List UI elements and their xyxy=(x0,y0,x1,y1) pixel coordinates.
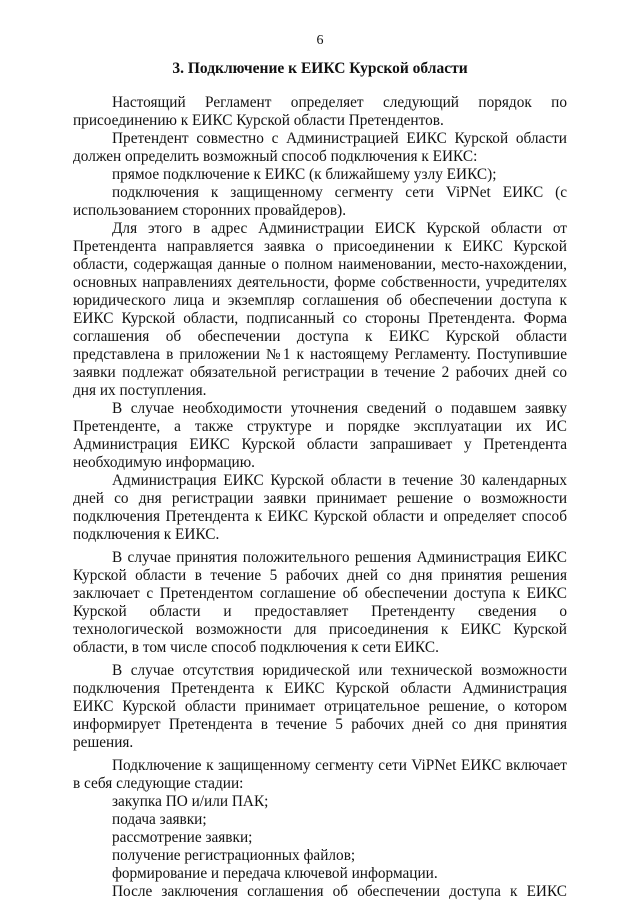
option-direct-connection: прямое подключение к ЕИКС (к ближайшему узлу ЕИКС); xyxy=(112,166,497,183)
stage-item: подача заявки; xyxy=(112,811,207,828)
paragraph-positive-decision: В случае принятия положительного решения Администрация ЕИКС Курской области в течение 5 рабочих дней со дня принятия решения заключает с Претендентом соглашение об обеспечении доступа к ЕИКС Курской области и предоставляет Претенденту сведения о технологической возможности для присоединения к ЕИКС Курской области, в том числе способ подключения к сети ЕИКС. xyxy=(73,549,567,656)
paragraph-intro: Настоящий Регламент определяет следующий порядок по присоединению к ЕИКС Курской области Претендентов. xyxy=(73,94,567,129)
page-number: 6 xyxy=(316,33,324,48)
paragraph-connection-method: Претендент совместно с Администрацией ЕИКС Курской области должен определить возможный способ подключения к ЕИКС: xyxy=(73,130,567,165)
stage-item: получение регистрационных файлов; xyxy=(112,847,356,864)
paragraph-clarification: В случае необходимости уточнения сведений о подавшем заявку Претенденте, а также структуре и порядке эксплуатации их ИС Администрация ЕИКС Курской области запрашивает у Претендента необходимую информацию. xyxy=(73,400,567,471)
paragraph-after-agreement: После заключения соглашения об обеспечении доступа к ЕИКС xyxy=(112,883,567,900)
stage-item: закупка ПО и/или ПАК; xyxy=(112,793,269,810)
stage-item: формирование и передача ключевой информации. xyxy=(112,865,438,882)
paragraph-vipnet-stages: Подключение к защищенному сегменту сети ViPNet ЕИКС включает в себя следующие стадии: xyxy=(73,757,567,792)
stage-item: рассмотрение заявки; xyxy=(112,829,253,846)
paragraph-decision: Администрация ЕИКС Курской области в течение 30 календарных дней со дня регистрации заявки принимает решение о возможности подключения Претендента к ЕИКС Курской области и определяет способ подключения к ЕИКС. xyxy=(73,472,567,543)
section-title: 3. Подключение к ЕИКС Курской области xyxy=(172,60,468,77)
option-vipnet-connection: подключения к защищенному сегменту сети ViPNet ЕИКС (с использованием сторонних провайдеров). xyxy=(73,184,567,219)
paragraph-negative-decision: В случае отсутствия юридической или технической возможности подключения Претендента к ЕИКС Курской области Администрация ЕИКС Курской области принимает отрицательное решение, о котором информирует Претендента в течение 5 рабочих дней со дня принятия решения. xyxy=(73,662,567,751)
paragraph-application: Для этого в адрес Администрации ЕИСК Курской области от Претендента направляется заявка о присоединении к ЕИКС Курской области, содержащая данные о полном наименовании, место-нахождении, основных направлениях деятельности, форме собственности, учредителях юридического лица и экземпляр соглашения об обеспечении доступа к ЕИКС Курской области, подписанный со стороны Претендента. Форма соглашения об обеспечении доступа к ЕИКС Курской области представлена в приложении №1 к настоящему Регламенту. Поступившие заявки подлежат обязательной регистрации в течение 2 рабочих дней со дня их поступления. xyxy=(73,220,567,399)
document-body xyxy=(73,94,567,901)
